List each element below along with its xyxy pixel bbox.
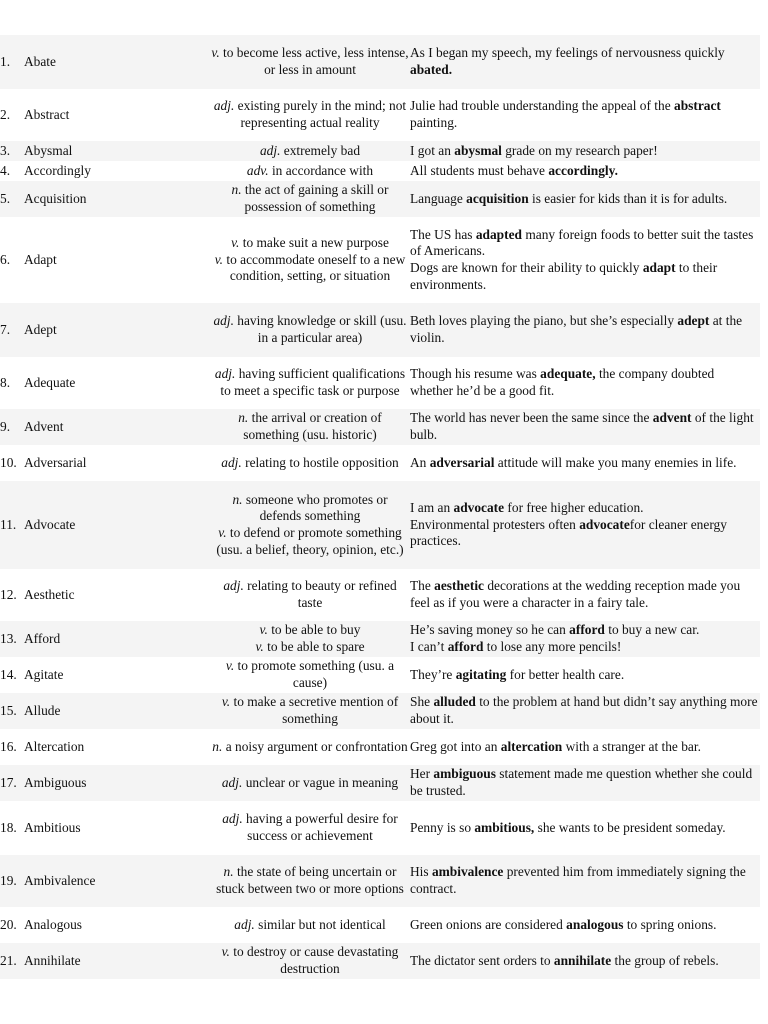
part-of-speech: adj. — [221, 454, 242, 470]
definition — [210, 492, 410, 525]
definition-text: a noisy argument or confrontation — [225, 738, 408, 754]
highlighted-word: adapted — [475, 226, 522, 242]
word-number: 20. — [0, 916, 17, 932]
example-cell — [410, 907, 760, 943]
definition-text: to be able to buy — [271, 622, 361, 638]
definition-cell — [210, 907, 410, 943]
highlighted-word: ambiguous — [433, 766, 496, 782]
highlighted-word: adequate, — [540, 366, 596, 382]
example-sentence — [410, 766, 760, 799]
vocab-word: Adapt — [24, 251, 57, 267]
definition-text: to destroy or cause devastating destruction — [233, 944, 399, 976]
example-text: Julie had trouble understanding the appeal of the — [410, 98, 675, 114]
definition-text: similar but not identical — [258, 916, 386, 932]
part-of-speech: adj. — [213, 313, 234, 329]
part-of-speech: v. — [214, 251, 224, 267]
vocab-word: Allude — [24, 702, 61, 718]
definition-cell — [210, 357, 410, 409]
part-of-speech: v. — [225, 658, 235, 674]
example-sentence — [410, 313, 760, 346]
example-text: to buy a new car. — [604, 622, 700, 638]
example-sentence — [410, 917, 760, 934]
vocab-row — [0, 89, 760, 141]
vocab-row — [0, 801, 760, 855]
vocab-row — [0, 35, 760, 89]
word-cell — [0, 181, 210, 217]
example-sentence — [410, 45, 760, 78]
example-cell — [410, 855, 760, 907]
word-cell — [0, 481, 210, 569]
highlighted-word: ambivalence — [431, 864, 504, 880]
vocab-word: Aesthetic — [24, 586, 75, 602]
definition-cell — [210, 445, 410, 481]
definition-cell — [210, 89, 410, 141]
example-text: Beth loves playing the piano, but she’s especially — [410, 313, 678, 329]
vocab-row — [0, 693, 760, 729]
example-cell — [410, 303, 760, 357]
highlighted-word: accordingly. — [548, 162, 618, 178]
definition — [210, 917, 410, 934]
word-number: 15. — [0, 702, 17, 718]
vocab-row — [0, 161, 760, 181]
vocab-word: Acquisition — [24, 190, 87, 206]
example-text: decorations at the wedding reception made you feel as if you were a character in a fairy tale. — [410, 578, 741, 610]
example-sentence — [410, 639, 760, 656]
example-text: His — [410, 864, 432, 880]
word-number: 9. — [0, 418, 11, 434]
definition-text: relating to beauty or refined taste — [247, 578, 397, 610]
example-text: painting. — [410, 115, 458, 130]
example-sentence — [410, 163, 760, 180]
example-text: As I began my speech, my feelings of nervousness quickly — [410, 45, 725, 61]
definition-cell — [210, 303, 410, 357]
vocab-row — [0, 621, 760, 657]
word-number: 7. — [0, 321, 11, 337]
vocab-word: Advocate — [24, 516, 76, 532]
example-cell — [410, 141, 760, 161]
word-number: 19. — [0, 872, 17, 888]
word-cell — [0, 217, 210, 303]
word-cell — [0, 943, 210, 979]
example-text: Her — [410, 766, 434, 782]
example-sentence — [410, 455, 760, 472]
definition-cell — [210, 481, 410, 569]
vocab-word: Ambivalence — [24, 872, 96, 888]
example-text: for cleaner energy practices. — [410, 516, 727, 549]
definition — [210, 455, 410, 472]
word-cell — [0, 409, 210, 445]
vocab-word: Advent — [24, 418, 64, 434]
example-sentence — [410, 500, 760, 517]
part-of-speech: v. — [218, 525, 227, 540]
example-text: to their environments. — [410, 260, 718, 292]
example-sentence — [410, 143, 760, 160]
example-text: prevented him from immediately signing the contract. — [410, 864, 746, 896]
vocab-row — [0, 303, 760, 357]
part-of-speech: adj. — [214, 366, 236, 382]
vocab-word: Abysmal — [24, 142, 73, 158]
example-sentence — [410, 98, 760, 131]
definition — [210, 163, 410, 180]
vocab-row — [0, 729, 760, 765]
highlighted-word: acquisition — [466, 190, 529, 206]
vocab-word: Altercation — [24, 738, 85, 754]
vocab-word: Afford — [24, 630, 61, 646]
word-cell — [0, 765, 210, 801]
vocab-row — [0, 907, 760, 943]
definition-text: the state of being uncertain or stuck between two or more options — [216, 864, 404, 896]
vocab-row — [0, 217, 760, 303]
word-cell — [0, 35, 210, 89]
example-sentence — [410, 820, 760, 837]
example-text: the company doubted whether he’d be a good fit. — [410, 366, 715, 398]
definition — [210, 525, 410, 558]
vocab-word: Abstract — [24, 106, 70, 122]
example-text: He’s saving money so he can — [410, 622, 570, 638]
example-sentence — [410, 191, 760, 208]
definition-cell — [210, 855, 410, 907]
word-cell — [0, 569, 210, 621]
highlighted-word: ambitious, — [474, 819, 535, 835]
example-text: Though his resume was — [410, 366, 541, 382]
definition-text: to become less active, less intense, or less in amount — [223, 45, 409, 77]
example-text: the group of rebels. — [611, 952, 719, 968]
definition — [210, 313, 410, 346]
vocab-word: Adversarial — [24, 454, 87, 470]
example-text: She — [410, 694, 434, 710]
word-cell — [0, 161, 210, 181]
definition-text: to defend or promote something (usu. a belief, theory, opinion, etc.) — [216, 525, 404, 557]
highlighted-word: adept — [677, 313, 710, 329]
example-text: They’re — [410, 666, 456, 682]
word-cell — [0, 801, 210, 855]
vocab-row — [0, 569, 760, 621]
part-of-speech: n. — [232, 491, 243, 507]
definition — [210, 622, 410, 639]
word-cell — [0, 89, 210, 141]
example-text: Greg got into an — [410, 738, 501, 754]
definition-text: the arrival or creation of something (usu. historic) — [243, 410, 382, 442]
vocab-row — [0, 409, 760, 445]
example-text: is easier for kids than it is for adults. — [528, 190, 728, 206]
definition-text: to be able to spare — [267, 639, 365, 654]
word-cell — [0, 855, 210, 907]
definition — [210, 45, 410, 78]
highlighted-word: afford — [447, 639, 484, 654]
word-number: 12. — [0, 586, 17, 602]
vocab-row — [0, 481, 760, 569]
word-number: 1. — [0, 53, 11, 69]
part-of-speech: v. — [221, 694, 231, 710]
definition-cell — [210, 569, 410, 621]
example-cell — [410, 693, 760, 729]
part-of-speech: v. — [259, 622, 268, 638]
definition-cell — [210, 765, 410, 801]
word-cell — [0, 621, 210, 657]
example-text: to the problem at hand but didn’t say anything more about it. — [410, 694, 758, 726]
word-number: 5. — [0, 190, 11, 206]
example-text: Environmental protesters often — [410, 516, 580, 532]
word-cell — [0, 445, 210, 481]
definition-cell — [210, 161, 410, 181]
definition-cell — [210, 621, 410, 657]
example-cell — [410, 801, 760, 855]
word-number: 21. — [0, 952, 17, 968]
example-cell — [410, 409, 760, 445]
word-number: 14. — [0, 666, 17, 682]
example-text: I am an — [410, 500, 454, 516]
definition-cell — [210, 217, 410, 303]
highlighted-word: adversarial — [429, 454, 495, 470]
word-cell — [0, 141, 210, 161]
example-text: of the light bulb. — [410, 410, 754, 442]
vocabulary-table-body — [0, 35, 760, 979]
example-text: The world has never been the same since the — [410, 410, 653, 426]
word-cell — [0, 303, 210, 357]
example-cell — [410, 161, 760, 181]
vocab-word: Ambiguous — [24, 774, 87, 790]
example-text: with a stranger at the bar. — [562, 738, 701, 754]
part-of-speech: n. — [212, 738, 223, 754]
definition-cell — [210, 943, 410, 979]
definition-cell — [210, 801, 410, 855]
definition-text: to promote something (usu. a cause) — [237, 658, 395, 690]
highlighted-word: abated. — [410, 62, 453, 77]
definition-text: having knowledge or skill (usu. in a particular area) — [237, 313, 407, 345]
example-cell — [410, 181, 760, 217]
definition — [210, 739, 410, 756]
example-text: The dictator sent orders to — [410, 952, 554, 968]
example-text: attitude will make you many enemies in life. — [494, 454, 737, 470]
definition — [210, 578, 410, 611]
word-number: 16. — [0, 738, 17, 754]
part-of-speech: adj. — [222, 811, 243, 827]
definition-cell — [210, 181, 410, 217]
definition-cell — [210, 141, 410, 161]
word-number: 18. — [0, 819, 17, 835]
example-text: I can’t — [410, 639, 448, 654]
vocab-word: Accordingly — [24, 162, 91, 178]
word-number: 10. — [0, 454, 17, 470]
word-number: 11. — [0, 516, 17, 532]
word-number: 8. — [0, 374, 11, 390]
definition-text: to make a secretive mention of something — [233, 694, 399, 726]
definition — [210, 694, 410, 727]
definition — [210, 235, 410, 252]
example-sentence — [410, 739, 760, 756]
example-text: The US has — [410, 226, 476, 242]
highlighted-word: abysmal — [454, 142, 502, 158]
example-sentence — [410, 227, 760, 260]
part-of-speech: v. — [211, 45, 220, 61]
definition-text: existing purely in the mind; not representing actual reality — [237, 98, 407, 130]
vocabulary-table — [0, 35, 760, 979]
highlighted-word: aesthetic — [434, 578, 484, 594]
definition-cell — [210, 693, 410, 729]
highlighted-word: analogous — [566, 916, 624, 932]
definition — [210, 658, 410, 691]
example-sentence — [410, 260, 760, 293]
example-text: grade on my research paper! — [501, 142, 658, 158]
definition-text: having a powerful desire for success or achievement — [246, 811, 398, 843]
definition — [210, 98, 410, 131]
example-cell — [410, 569, 760, 621]
example-text: many foreign foods to better suit the tastes of Americans. — [410, 226, 754, 259]
vocab-word: Abate — [24, 53, 56, 69]
vocab-row — [0, 765, 760, 801]
vocab-row — [0, 141, 760, 161]
definition — [210, 639, 410, 656]
part-of-speech: n. — [223, 864, 234, 880]
part-of-speech: adv. — [246, 162, 269, 178]
definition-cell — [210, 729, 410, 765]
example-sentence — [410, 578, 760, 611]
example-sentence — [410, 622, 760, 639]
example-text: she wants to be president someday. — [534, 819, 726, 835]
vocab-row — [0, 943, 760, 979]
definition — [210, 143, 410, 160]
definition-cell — [210, 35, 410, 89]
vocab-word: Adept — [24, 321, 57, 337]
example-text: An — [410, 454, 430, 470]
word-cell — [0, 693, 210, 729]
example-cell — [410, 89, 760, 141]
word-cell — [0, 657, 210, 693]
example-text: Dogs are known for their ability to quickly — [410, 260, 643, 275]
definition-cell — [210, 409, 410, 445]
definition — [210, 366, 410, 399]
example-cell — [410, 765, 760, 801]
vocab-row — [0, 855, 760, 907]
highlighted-word: advent — [652, 410, 692, 426]
example-cell — [410, 445, 760, 481]
highlighted-word: annihilate — [553, 952, 612, 968]
vocab-row — [0, 445, 760, 481]
highlighted-word: alluded — [433, 694, 476, 710]
word-number: 4. — [0, 162, 11, 178]
part-of-speech: n. — [238, 410, 249, 426]
definition-text: extremely bad — [283, 142, 361, 158]
example-text: at the violin. — [410, 313, 743, 345]
example-text: Language — [410, 190, 467, 206]
example-cell — [410, 217, 760, 303]
example-text: to spring onions. — [623, 916, 717, 932]
definition — [210, 864, 410, 897]
part-of-speech: v. — [231, 235, 240, 251]
vocab-word: Agitate — [24, 666, 64, 682]
definition-cell — [210, 657, 410, 693]
part-of-speech: adj. — [234, 916, 255, 932]
definition-text: to make suit a new purpose — [242, 235, 389, 251]
highlighted-word: afford — [569, 622, 605, 638]
definition — [210, 775, 410, 792]
vocab-row — [0, 181, 760, 217]
definition — [210, 252, 410, 285]
word-cell — [0, 729, 210, 765]
example-text: All students must behave — [410, 162, 549, 178]
example-text: to lose any more pencils! — [483, 639, 622, 654]
example-cell — [410, 729, 760, 765]
highlighted-word: advocate — [579, 516, 630, 532]
definition — [210, 410, 410, 443]
example-text: I got an — [410, 142, 455, 158]
word-cell — [0, 907, 210, 943]
word-number: 3. — [0, 142, 11, 158]
example-cell — [410, 621, 760, 657]
vocab-word: Analogous — [24, 916, 83, 932]
part-of-speech: adj. — [223, 578, 244, 594]
highlighted-word: abstract — [674, 98, 721, 114]
highlighted-word: adapt — [642, 260, 676, 275]
example-text: statement made me question whether she could be trusted. — [410, 766, 753, 798]
example-sentence — [410, 366, 760, 399]
definition-text: to accommodate oneself to a new condition, setting, or situation — [226, 251, 406, 284]
example-text: Penny is so — [410, 819, 475, 835]
example-text: The — [410, 578, 435, 594]
definition-text: having sufficient qualifications to meet a specific task or purpose — [220, 366, 406, 398]
vocab-row — [0, 657, 760, 693]
part-of-speech: v. — [255, 639, 264, 654]
definition-text: relating to hostile opposition — [245, 454, 399, 470]
word-number: 2. — [0, 106, 11, 122]
vocab-word: Ambitious — [24, 819, 81, 835]
definition — [210, 182, 410, 215]
part-of-speech: adj. — [221, 774, 243, 790]
example-sentence — [410, 517, 760, 550]
highlighted-word: agitating — [455, 666, 507, 682]
highlighted-word: altercation — [500, 738, 563, 754]
vocab-row — [0, 357, 760, 409]
word-cell — [0, 357, 210, 409]
part-of-speech: v. — [221, 944, 230, 960]
example-cell — [410, 657, 760, 693]
part-of-speech: n. — [231, 182, 242, 198]
example-cell — [410, 35, 760, 89]
vocab-word: Annihilate — [24, 952, 81, 968]
example-sentence — [410, 864, 760, 897]
definition — [210, 944, 410, 977]
example-text: for free higher education. — [504, 500, 644, 516]
example-text: for better health care. — [506, 666, 625, 682]
example-sentence — [410, 410, 760, 443]
vocab-word: Adequate — [24, 374, 76, 390]
example-sentence — [410, 667, 760, 684]
part-of-speech: adj. — [213, 98, 235, 114]
definition-text: unclear or vague in meaning — [245, 774, 399, 790]
example-cell — [410, 357, 760, 409]
example-text: Green onions are considered — [410, 916, 567, 932]
word-number: 17. — [0, 774, 17, 790]
example-sentence — [410, 953, 760, 970]
word-number: 13. — [0, 630, 17, 646]
definition — [210, 811, 410, 844]
word-number: 6. — [0, 251, 11, 267]
part-of-speech: adj. — [259, 142, 281, 158]
definition-text: in accordance with — [271, 162, 374, 178]
example-sentence — [410, 694, 760, 727]
example-cell — [410, 481, 760, 569]
example-cell — [410, 943, 760, 979]
definition-text: someone who promotes or defends something — [245, 491, 388, 524]
definition-text: the act of gaining a skill or possession of something — [244, 182, 389, 214]
highlighted-word: advocate — [453, 500, 505, 516]
